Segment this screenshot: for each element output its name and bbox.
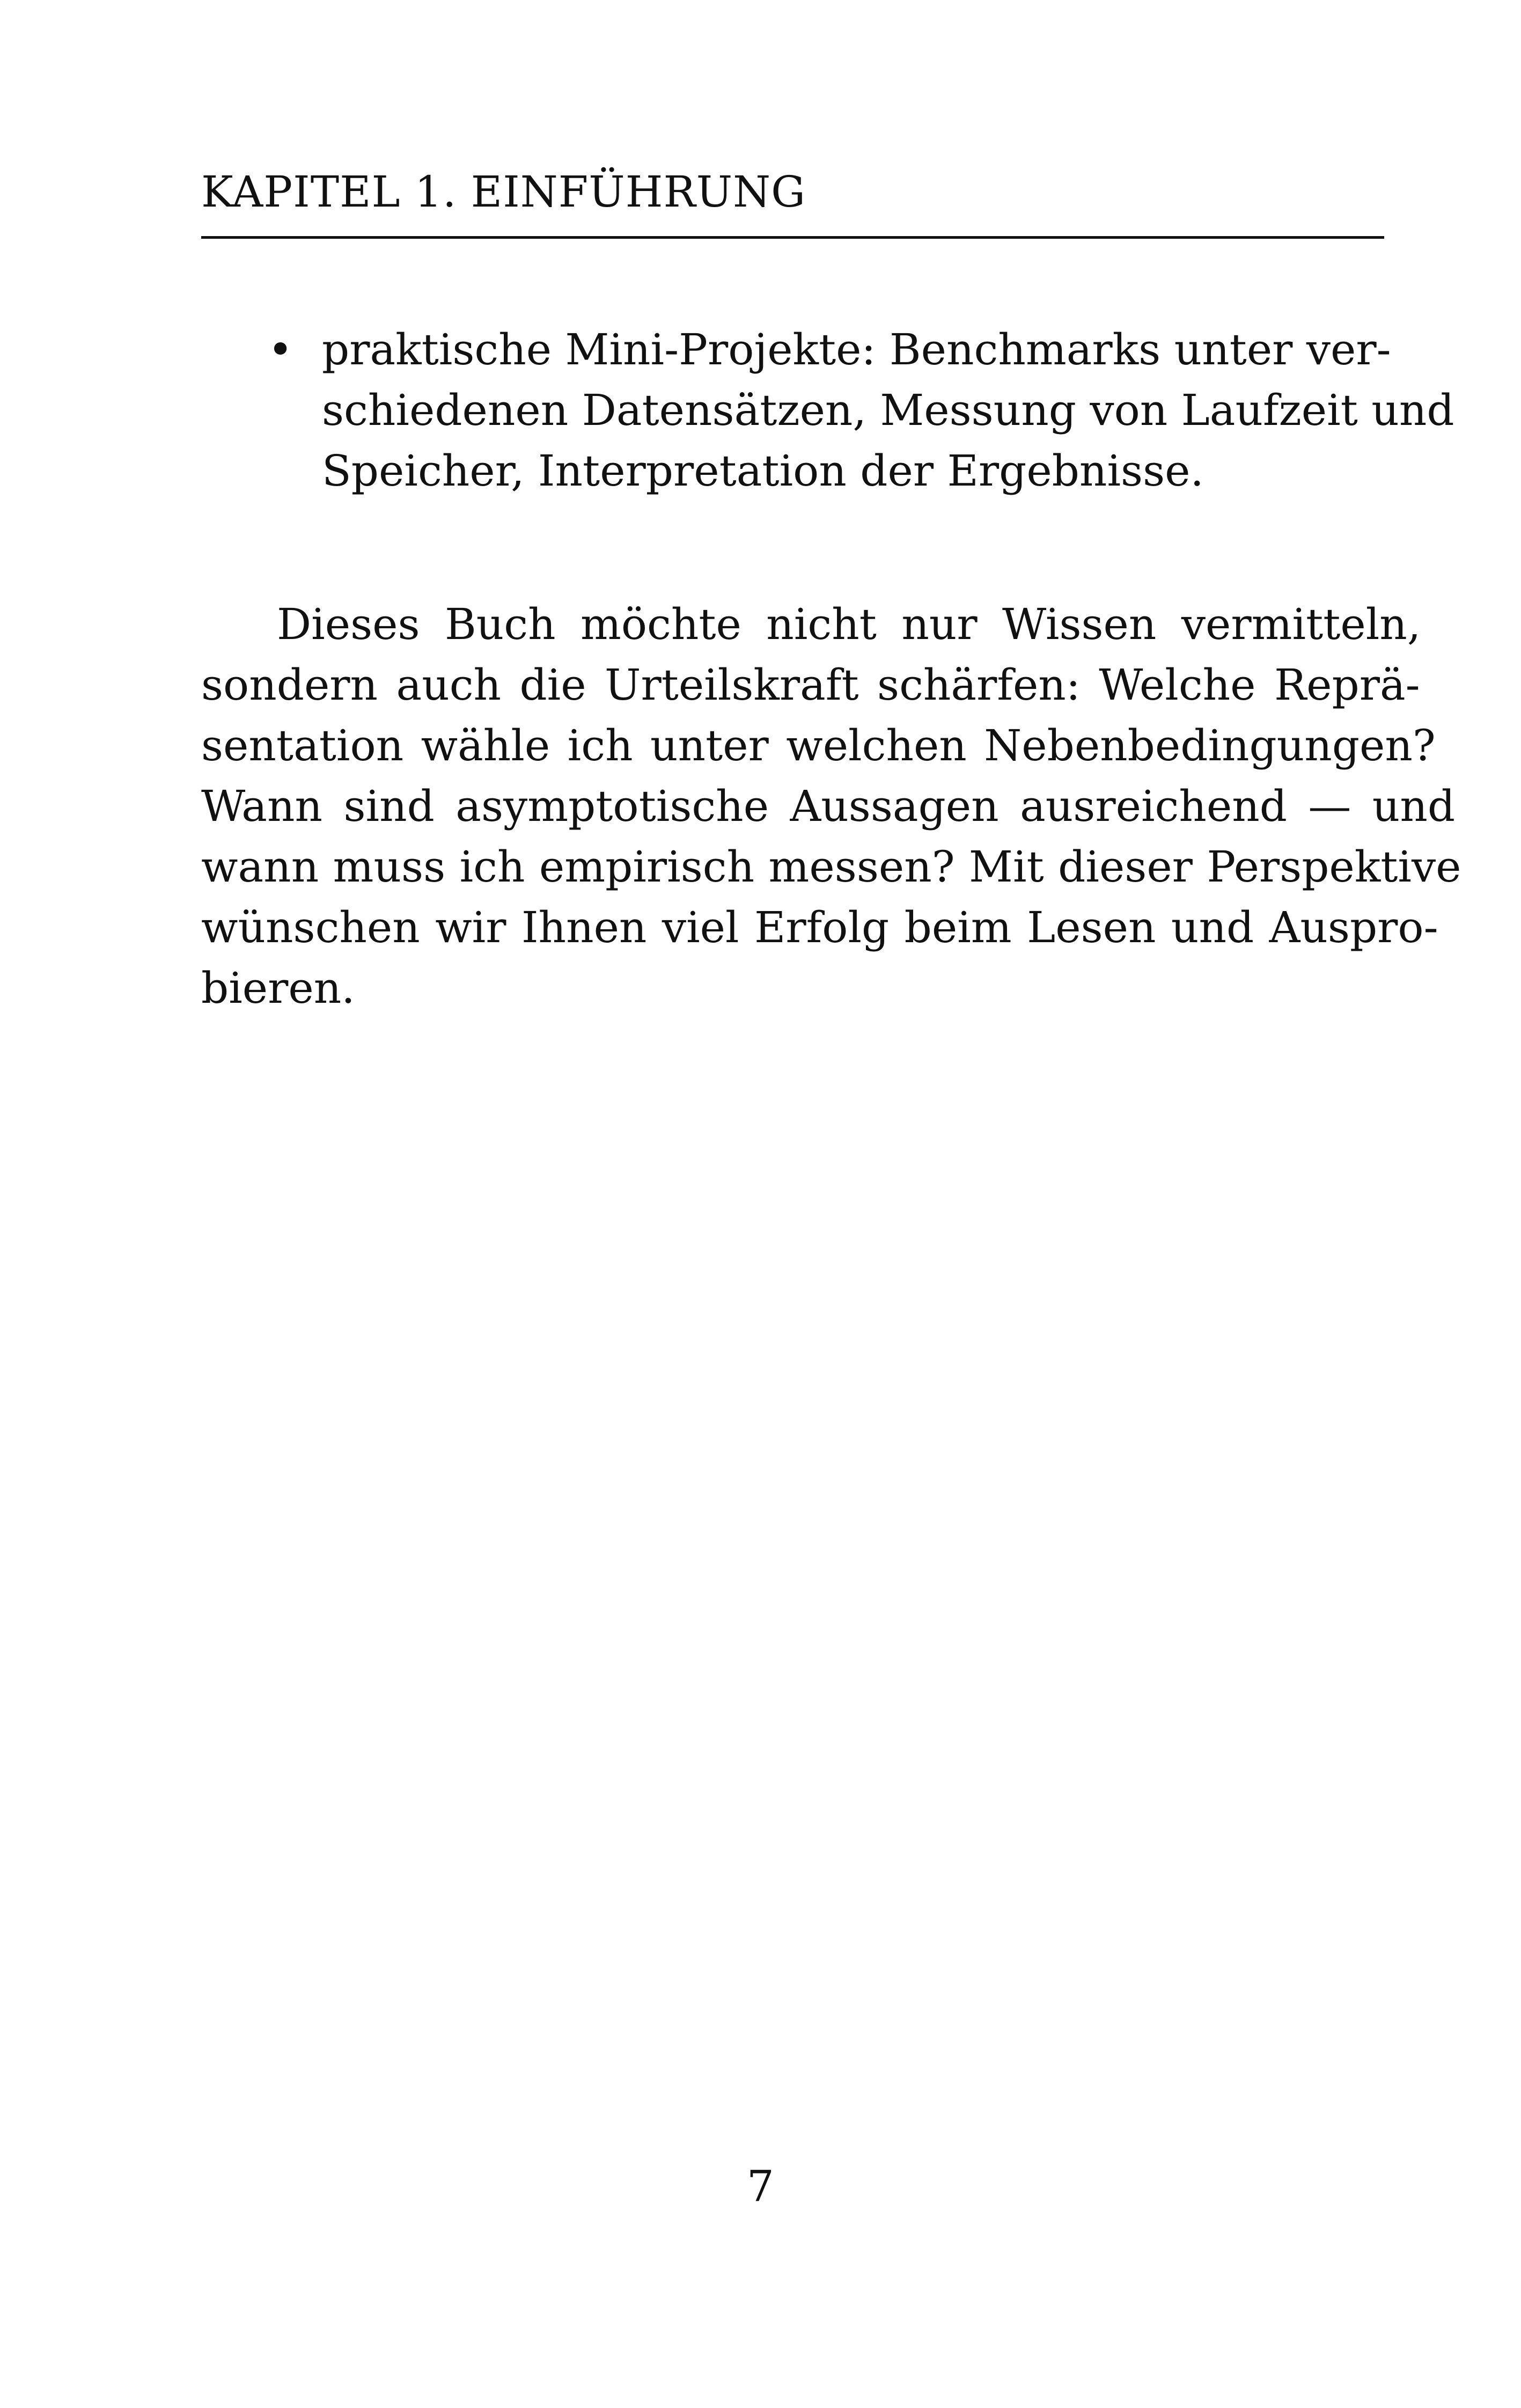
page-number: 7 xyxy=(747,2161,774,2211)
bullet-line: praktische Mini-Projekte: Benchmarks unter ver- xyxy=(322,325,1391,375)
paragraph-line: bieren. xyxy=(201,963,355,1013)
paragraph-line: Dieses Buch möchte nicht nur Wissen vermitteln, xyxy=(277,599,1421,649)
paragraph-line: sentation wähle ich unter welchen Nebenbedingungen? xyxy=(201,721,1436,770)
bullet-icon: • xyxy=(268,325,293,375)
paragraph-line: wann muss ich empirisch messen? Mit dieser Perspektive xyxy=(201,842,1461,892)
running-head: KAPITEL 1. EINFÜHRUNG xyxy=(201,167,806,217)
paragraph-line: wünschen wir Ihnen viel Erfolg beim Lesen und Auspro- xyxy=(201,902,1438,952)
paragraph-line: Wann sind asymptotische Aussagen ausreichend — und xyxy=(201,781,1456,831)
header-rule xyxy=(201,236,1384,239)
bullet-line: schiedenen Datensätzen, Messung von Laufzeit und xyxy=(322,385,1454,435)
bullet-line: Speicher, Interpretation der Ergebnisse. xyxy=(322,446,1204,496)
paragraph-line: sondern auch die Urteilskraft schärfen: Welche Reprä- xyxy=(201,660,1420,710)
